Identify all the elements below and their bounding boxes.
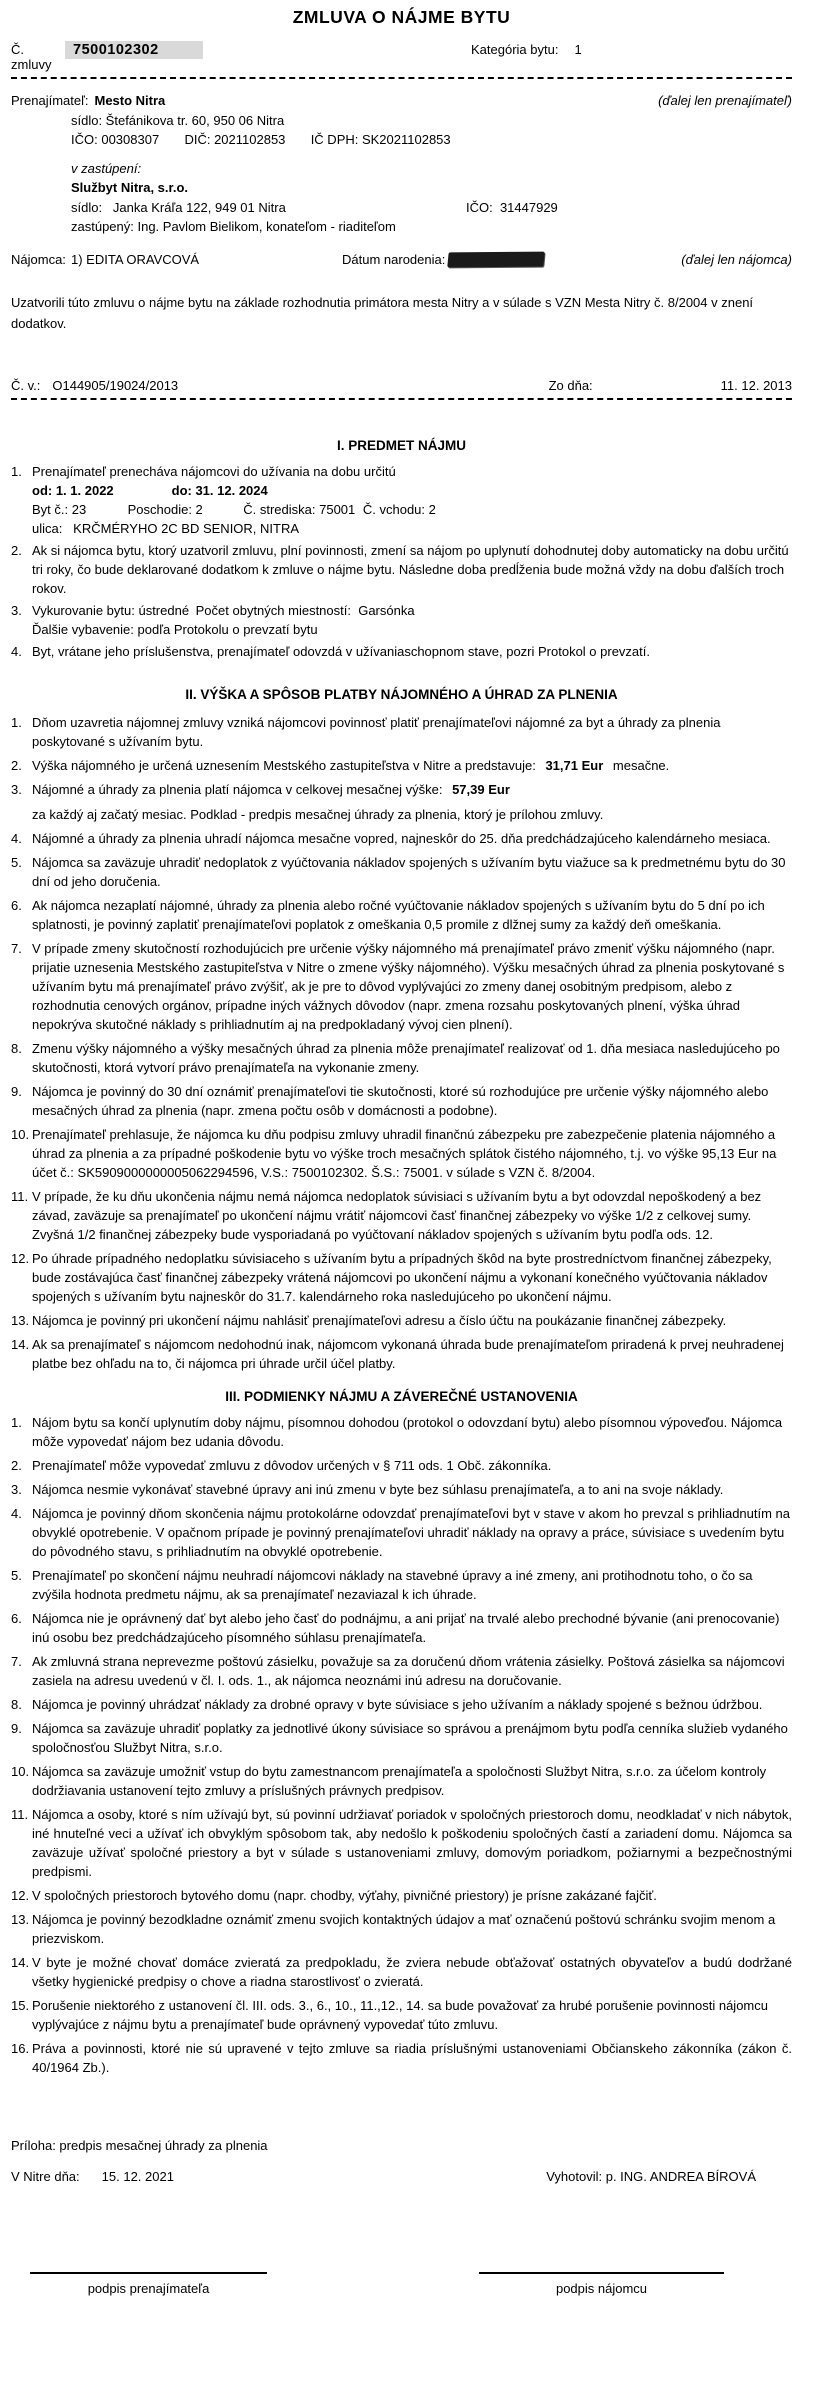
list-item — [11, 1805, 792, 1881]
item-number: 2. — [11, 543, 22, 558]
list-item — [11, 1480, 792, 1499]
list-item — [11, 1082, 792, 1120]
tenant-alias-note: (ďalej len nájomca) — [681, 251, 792, 267]
item-number: 8. — [11, 1041, 22, 1056]
divider-top — [11, 77, 792, 79]
item-text: V spoločných priestoroch bytového domu (napr. chodby, výťahy, pivničné priestory) je prísne zakázané fajčiť. — [32, 1888, 657, 1903]
item-number: 9. — [11, 1721, 22, 1736]
landlord-signature-label: podpis prenajímateľa — [87, 2281, 210, 2296]
item-text: Ak nájomca nezaplatí nájomné, úhrady za plnenia alebo ročné vyúčtovanie nákladov spojených s užívaním bytu do 5 dní po ich splatnosti, je povinný zaplatiť prenajímateľovi poplatok z omeškania 0,5 promile z dlžnej sumy za každý deň omeškania. — [32, 898, 765, 932]
list-item — [11, 1719, 792, 1757]
list-item — [11, 713, 792, 751]
tenant-name: 1) EDITA ORAVCOVÁ — [71, 251, 200, 267]
list-item — [11, 1249, 792, 1306]
place-date-value: 15. 12. 2021 — [101, 2169, 174, 2184]
item-body — [32, 462, 792, 538]
list-item — [11, 1125, 792, 1182]
item-number: 12. — [11, 1251, 30, 1266]
flat-center-number: Č. strediska: 75001 — [243, 502, 356, 517]
item-text: Prenajímateľ prenecháva nájomcovi do užívania na dobu určitú — [32, 464, 396, 479]
dob-label: Dátum narodenia: — [342, 251, 446, 267]
category-value: 1 — [574, 42, 582, 57]
landlord-address: sídlo: Štefánikova tr. 60, 950 06 Nitra — [71, 112, 285, 128]
section-3-heading: III. PODMIENKY NÁJMU A ZÁVEREČNÉ USTANOVENIA — [225, 1389, 578, 1404]
tenant-signature-label: podpis nájomcu — [555, 2281, 648, 2296]
list-item — [11, 1039, 792, 1077]
section-2-heading: II. VÝŠKA A SPÔSOB PLATBY NÁJOMNÉHO A ÚHRAD ZA PLNENIA — [185, 687, 618, 702]
item-text: Nájomca je povinný do 30 dní oznámiť prenajímateľovi tie skutočnosti, ktoré sú rozhodujúce pre určenie výšky nájomného alebo mesačných úhrad za plnenia (napr. zmena počtu osôb v domácnosti a podobne). — [32, 1084, 769, 1118]
item-text: Nájomca je povinný uhrádzať náklady za drobné opravy v byte súvisiace s jeho užívaním a náklady spojené s bežnou údržbou. — [32, 1697, 763, 1712]
item-number: 9. — [11, 1084, 22, 1099]
item-number: 1. — [11, 464, 22, 479]
rent-amount-value: 31,71 Eur — [545, 758, 604, 773]
rent-amount-post: mesačne. — [612, 758, 670, 773]
item-body — [32, 780, 792, 824]
item-number: 4. — [11, 831, 22, 846]
item-text: Nájomca sa zaväzuje uhradiť poplatky za jednotlivé úkony súvisiace so správou a prenájmom bytu podľa cenníka služieb vydaného spoločnosťou Službyt Nitra, s.r.o. — [32, 1721, 788, 1755]
place-date-label: V Nitre dňa: — [11, 2169, 80, 2184]
total-monthly-cont: za každý aj začatý mesiac. Podklad - predpis mesačnej úhrady za plnenia, ktorý je prílohou zmluvy. — [32, 807, 604, 822]
flat-floor: Poschodie: 2 — [127, 502, 203, 517]
list-item — [11, 939, 792, 1034]
list-item — [11, 1566, 792, 1604]
item-text: Prenajímateľ po skončení nájmu neuhradí nájomcovi náklady na stavebné úpravy a iné zmeny, ani protihodnotu toho, o čo sa zvýšila hodnota predmetu nájmu, ak sa prenajímateľ nezaviazal k ich úhrade. — [32, 1568, 753, 1602]
page-title: ZMLUVA O NÁJME BYTU — [292, 7, 511, 27]
item-number: 13. — [11, 1313, 30, 1328]
item-text: Nájomca sa zaväzuje uhradiť nedoplatok z vyúčtovania nákladov spojených s užívaním bytu viažuce sa k predmetnému bytu do 30 dní od jeho doručenia. — [32, 855, 786, 889]
total-monthly-pre: Nájomné a úhrady za plnenia platí nájomca v celkovej mesačnej výške: — [32, 782, 443, 797]
flat-details-row — [32, 500, 792, 519]
heating-row — [32, 601, 792, 620]
lease-period-row — [32, 481, 792, 500]
item-number: 5. — [11, 1568, 22, 1583]
document-footer — [11, 2136, 792, 2186]
item-text: Nájomca nie je oprávnený dať byt alebo jeho časť do podnájmu, a ani prijať na trvalé alebo prechodné bývanie (ani prenocovanie) inú osobu bez predchádzajúceho písomného súhlasu prenajímateľa. — [32, 1611, 780, 1645]
item-text: Dňom uzavretia nájomnej zmluvy vzniká nájomcovi povinnosť platiť prenajímateľovi nájomné za byt a úhrady za plnenia poskytované s užívaním bytu. — [32, 715, 721, 749]
item-number: 1. — [11, 1415, 22, 1430]
list-item — [11, 462, 792, 538]
item-text: Prenajímateľ môže vypovedať zmluvu z dôvodov určených v § 711 ods. 1 Obč. zákonníka. — [32, 1458, 552, 1473]
item-number: 14. — [11, 1337, 30, 1352]
item-number: 10. — [11, 1764, 30, 1779]
item-text: Nájomca je povinný bezodkladne oznámiť zmenu svojich kontaktných údajov a mať označenú poštovú schránku svojim menom a priezviskom. — [32, 1912, 776, 1946]
list-item — [11, 1609, 792, 1647]
list-item — [11, 1886, 792, 1905]
section-2 — [11, 713, 792, 1373]
item-number: 15. — [11, 1998, 30, 2013]
item-number: 2. — [11, 758, 22, 773]
category-label: Kategória bytu: — [471, 42, 559, 57]
list-item — [11, 853, 792, 891]
agent-ico: IČO: 31447929 — [466, 199, 558, 215]
tenant-block — [11, 250, 792, 270]
list-item — [11, 896, 792, 934]
list-item — [11, 1456, 792, 1475]
reference-number-value: O144905/19024/2013 — [52, 378, 179, 393]
rent-amount-pre: Výška nájomného je určená uznesením Mestského zastupiteľstva v Nitre a predstavuje: — [32, 758, 536, 773]
item-number: 3. — [11, 782, 22, 797]
landlord-name: Mesto Nitra — [94, 93, 166, 108]
item-text: V prípade zmeny skutočností rozhodujúcich pre určenie výšky nájomného má prenajímateľ právo zmeniť výšku nájomného (napr. prijatie uznesenia Mestského zastupiteľstva v Nitre o zmene výšky nájomného). Výšku mesačných úhrad za plnenia poskytované s užívaním bytu má prenajímateľ právo zvýšiť, ak je pre to dôvod vyplývajúci zo zmeny danej osobitným predpisom, alebo z rozhodnutia cenových orgánov, prípadne iných vážnych dôvodov (napr. zmena rozsahu poskytovaných plnení, výška úhrad nepokrýva skutočné náklady s prihliadnutím aj na predpokladaný vývoj cien plnení). — [32, 941, 785, 1032]
list-item — [11, 756, 792, 775]
item-text: Ak zmluvná strana neprevezme poštovú zásielku, považuje sa za doručenú dňom vrátenia zásielky. Poštová zásielka sa nájomcovi zasiela na adresu uvedenú v čl. I. ods. 1., ak nájomca neoznámi inú adresu na doručovanie. — [32, 1654, 785, 1688]
represented-by-label: v zastúpení: — [71, 160, 142, 176]
item-number: 6. — [11, 898, 22, 913]
agent-representative: zastúpený: Ing. Pavlom Bielikom, konateľom - riaditeľom — [71, 219, 396, 234]
item-number: 6. — [11, 1611, 22, 1626]
item-text: Porušenie niektorého z ustanovení čl. III. ods. 3., 6., 10., 11.,12., 14. sa bude považovať za hrubé porušenie povinnosti nájomcu vyplývajúce z nájmu bytu a prenajímateľ bude oprávnený vypovedať túto zmluvu. — [32, 1998, 768, 2032]
item-number: 7. — [11, 1654, 22, 1669]
item-number: 4. — [11, 1506, 22, 1521]
list-item — [11, 1762, 792, 1800]
room-count: Počet obytných miestností: Garsónka — [195, 603, 415, 618]
reference-date-label: Zo dňa: — [548, 378, 593, 393]
landlord-alias-note: (ďalej len prenajímateľ) — [658, 93, 792, 108]
lease-to: do: 31. 12. 2024 — [171, 483, 268, 498]
list-item — [11, 1695, 792, 1714]
item-text: Nájomca je povinný dňom skončenia nájmu protokolárne odovzdať prenajímateľovi byt v stave v akom ho prevzal s prihliadnutím na obvyklé opotrebenie. V opačnom prípade je povinný prenajímateľovi uhradiť náklady na opravy a práce, súvisiace s uvedením bytu do pôvodného stavu, s prihliadnutím na obvyklé opotrebenie. — [32, 1506, 791, 1559]
heating-type: Vykurovanie bytu: ústredné — [32, 603, 190, 618]
reference-number-label: Č. v.: — [11, 378, 41, 393]
item-number: 13. — [11, 1912, 30, 1927]
list-item — [11, 1996, 792, 2034]
item-number: 7. — [11, 941, 22, 956]
reference-date-value: 11. 12. 2013 — [720, 378, 792, 393]
item-text: Nájomca je povinný pri ukončení nájmu nahlásiť prenajímateľovi adresu a číslo účtu na poukázanie finančnej zábezpeky. — [32, 1313, 727, 1328]
item-number: 2. — [11, 1458, 22, 1473]
list-item — [11, 1187, 792, 1244]
item-text: Nájomné a úhrady za plnenia uhradí nájomca mesačne vopred, najneskôr do 25. dňa predchádzajúceho kalendárneho mesiaca. — [32, 831, 771, 846]
item-number: 12. — [11, 1888, 30, 1903]
lease-from: od: 1. 1. 2022 — [32, 483, 114, 498]
item-number: 16. — [11, 2041, 30, 2056]
list-item — [11, 541, 792, 598]
item-text: Ak si nájomca bytu, ktorý uzatvoril zmluvu, plní povinnosti, zmení sa nájom po uplynutí dohodnutej doby automaticky na dobu určitú tri roky, čo bude deklarované dodatkom k zmluve o nájme bytu. Následne doba predĺženia bude možná vždy na dobu ďalších troch rokov. — [32, 543, 789, 596]
item-number: 3. — [11, 603, 22, 618]
item-number: 1. — [11, 715, 22, 730]
item-text: Nájomca a osoby, ktoré s ním užívajú byt, sú povinní udržiavať poriadok v spoločných priestoroch domu, neodkladať v nich nábytok, iné hnuteľné veci a užívať ich obvyklým spôsobom tak, aby nedošlo k poškodeniu spoločných častí a zariadení domu. Nájomca sa zaväzuje užívať spoločné priestory a byt v súlade s ustanoveniami zmluvy, domovým poriadkom, požiarnymi a bezpečnostnými predpismi. — [32, 1807, 792, 1879]
section-1-heading: I. PREDMET NÁJMU — [336, 438, 466, 453]
item-number: 14. — [11, 1955, 30, 1970]
item-text: Nájomca nesmie vykonávať stavebné úpravy ani inú zmenu v byte bez súhlasu prenajímateľa, a to ani na svoje náklady. — [32, 1482, 724, 1497]
agent-name: Službyt Nitra, s.r.o. — [71, 180, 189, 195]
item-text: Byt, vrátane jeho príslušenstva, prenajímateľ odovzdá v užívaniaschopnom stave, pozri Protokol o prevzatí. — [32, 644, 651, 659]
item-text: V prípade, že ku dňu ukončenia nájmu nemá nájomca nedoplatok súvisiaci s užívaním bytu a byt odovzdal nepoškodený a bez závad, zaväzuje sa prenajímateľ po ukončení nájmu vrátiť nájomcovi časť finančnej zábezpeky vo výške 1/2 z celkovej sumy. Zvyšná 1/2 finančnej zábezpeky bude vysporiadaná po vyúčtovaní nákladov spojených s užívaním bytu podľa ods. 12. — [32, 1189, 762, 1242]
prepared-by: Vyhotovil: p. ING. ANDREA BÍROVÁ — [546, 2169, 756, 2184]
divider-reference — [11, 398, 792, 400]
item-text: Prenajímateľ prehlasuje, že nájomca ku dňu podpisu zmluvy uhradil finančnú zábezpeku pre zabezpečenie platenia nájomného a úhrad za plnenia a za prípadné poškodenie bytu vo výške troch mesačných splátok čistého nájomného, t.j. vo výške 95,13 Eur na účet č.: SK5909000000005062294596, V.S.: 7500102302. Š.S.: 75001. v súlade s VZN č. 8/2004. — [32, 1127, 777, 1180]
item-number: 3. — [11, 1482, 22, 1497]
flat-entrance-number: Č. vchodu: 2 — [362, 502, 436, 517]
item-text: Práva a povinnosti, ktoré nie sú upravené v tejto zmluve sa riadia príslušnými ustanoveniami Občianskeho zákonníka (zákon č. 40/1964 Zb.). — [32, 2041, 792, 2075]
flat-street: ulica: KRČMÉRYHO 2C BD SENIOR, NITRA — [32, 521, 300, 536]
list-item — [11, 1413, 792, 1451]
equipment-line: Ďalšie vybavenie: podľa Protokolu o prevzatí bytu — [32, 622, 318, 637]
item-number: 8. — [11, 1697, 22, 1712]
section-3 — [11, 1413, 792, 2077]
total-monthly-value: 57,39 Eur — [452, 782, 510, 797]
list-item — [11, 1311, 792, 1330]
list-item — [11, 1335, 792, 1373]
redacted-dob-value — [448, 251, 546, 267]
landlord-ids: IČO: 00308307 DIČ: 2021102853 IČ DPH: SK2021102853 — [71, 132, 451, 147]
reference-row — [11, 378, 792, 393]
item-text: Po úhrade prípadného nedoplatku súvisiaceho s užívaním bytu a prípadných škôd na byte prostredníctvom finančnej zábezpeky, bude zostávajúca časť finančnej zábezpeky vrátená nájomcovi po ukončení nájmu a vykonaní konečného vyúčtovania nákladov spojených s užívaním bytu najneskôr do 31.7. kalendárneho roka nasledujúceho po ukončení nájmu. — [32, 1251, 772, 1304]
item-text: Nájom bytu sa končí uplynutím doby nájmu, písomnou dohodou (protokol o odovzdaní bytu) alebo písomnou výpoveďou. Nájomca môže vypovedať nájom bez udania dôvodu. — [32, 1415, 783, 1449]
item-number: 5. — [11, 855, 22, 870]
list-item — [11, 601, 792, 639]
agent-address: sídlo: Janka Kráľa 122, 949 01 Nitra — [71, 199, 286, 215]
item-number: 10. — [11, 1127, 30, 1142]
signature-block — [11, 2272, 792, 2332]
attachment-note: Príloha: predpis mesačnej úhrady za plnenia — [11, 2138, 268, 2153]
preamble-paragraph: Uzatvorili túto zmluvu o nájme bytu na základe rozhodnutia primátora mesta Nitry a v súlade s VZN Mesta Nitry č. 8/2004 v znení dodatkov. — [11, 295, 754, 331]
landlord-signature-line — [30, 2272, 267, 2296]
item-body — [32, 756, 792, 775]
item-number: 4. — [11, 644, 22, 659]
list-item — [11, 829, 792, 848]
flat-number: Byt č.: 23 — [32, 502, 87, 517]
list-item — [11, 2039, 792, 2077]
list-item — [11, 1504, 792, 1561]
tenant-signature-line — [479, 2272, 724, 2296]
list-item — [11, 642, 792, 661]
list-item — [11, 1953, 792, 1991]
list-item — [11, 780, 792, 824]
landlord-block — [11, 91, 792, 237]
item-body — [32, 601, 792, 639]
contract-number-value: 7500102302 — [65, 41, 203, 59]
list-item — [11, 1910, 792, 1948]
item-number: 11. — [11, 1189, 29, 1204]
list-item — [11, 1652, 792, 1690]
item-text: V byte je možné chovať domáce zvieratá za predpokladu, že zviera nebude obťažovať ostatných obyvateľov a budú dodržané všetky hygienické predpisy o chove a riadna starostlivosť o zvieratá. — [32, 1955, 792, 1989]
item-number: 11. — [11, 1807, 29, 1822]
contract-number-label: Č. zmluvy — [11, 42, 52, 72]
item-text: Ak sa prenajímateľ s nájomcom nedohodnú inak, nájomcom vykonaná úhrada bude prenajímateľom priradená k prvej neuhradenej platbe bez ohľadu na to, či nájomca pri úhrade určil účel platby. — [32, 1337, 784, 1371]
landlord-label: Prenajímateľ: — [11, 93, 89, 108]
item-text: Nájomca sa zaväzuje umožniť vstup do bytu zamestnancom prenajímateľa a spoločnosti Službyt Nitra, s.r.o. za účelom kontroly dodržiavania ustanovení tejto zmluvy a príslušných právnych predpisov. — [32, 1764, 767, 1798]
section-1 — [11, 462, 792, 661]
item-text: Zmenu výšky nájomného a výšky mesačných úhrad za plnenia môže prenajímateľ realizovať od 1. dňa mesiaca nasledujúceho po skutočnosti, ktorá vytvorí právo prenajímateľa na vykonanie zmeny. — [32, 1041, 780, 1075]
contract-header-row — [11, 41, 792, 72]
tenant-label: Nájomca: — [11, 251, 66, 267]
